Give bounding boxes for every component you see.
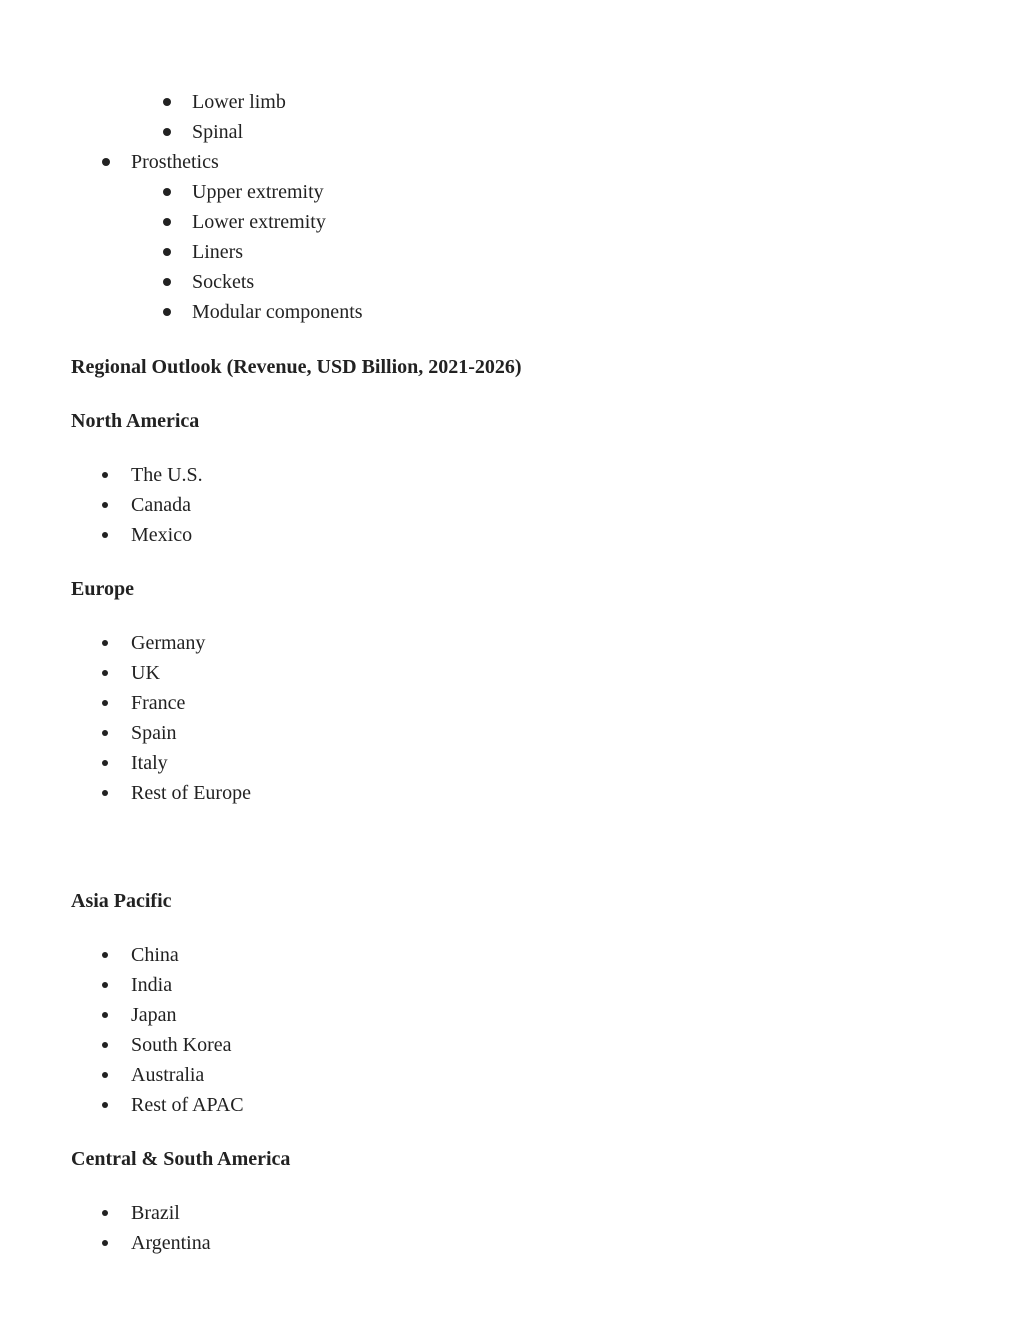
bullet-icon [102,730,108,736]
bullet-icon [102,502,108,508]
list-item: China [131,944,179,966]
list-item: Brazil [131,1202,180,1224]
list-item: UK [131,662,160,684]
bullet-icon [102,640,108,646]
list-item: South Korea [131,1034,232,1056]
list-item: Japan [131,1004,177,1026]
bullet-icon [102,1042,108,1048]
bullet-icon [102,790,108,796]
region-heading-europe: Europe [71,578,134,600]
bullet-icon [102,158,110,166]
list-item: Sockets [192,271,255,293]
list-item: Spain [131,722,177,744]
list-item: Modular components [192,301,363,323]
list-item: Argentina [131,1232,211,1254]
list-item: Canada [131,494,191,516]
list-item: Rest of Europe [131,782,251,804]
list-item: Spinal [192,121,244,143]
list-item: The U.S. [131,464,203,486]
list-item-label: Prosthetics [131,151,219,173]
list-item: Mexico [131,524,193,546]
bullet-icon [102,1210,108,1216]
list-item: Lower extremity [192,211,326,233]
list-item: France [131,692,186,714]
bullet-icon [102,700,108,706]
list-item: Italy [131,752,168,774]
bullet-icon [163,128,171,136]
list-item: Upper extremity [192,181,324,203]
region-heading-central-south-america: Central & South America [71,1148,291,1170]
region-heading-asia-pacific: Asia Pacific [71,890,172,912]
list-item: Rest of APAC [131,1094,244,1116]
list-item: Germany [131,632,206,654]
bullet-icon [102,472,108,478]
bullet-icon [163,308,171,316]
bullet-icon [163,218,171,226]
bullet-icon [102,1240,108,1246]
list-item: Liners [192,241,244,263]
list-item: Lower limb [192,91,286,113]
bullet-icon [102,670,108,676]
bullet-icon [163,98,171,106]
region-heading-north-america: North America [71,410,200,432]
bullet-icon [102,1012,108,1018]
bullet-icon [102,532,108,538]
bullet-icon [163,248,171,256]
bullet-icon [102,952,108,958]
section-heading-regional-outlook: Regional Outlook (Revenue, USD Billion, 2021-2026) [71,356,522,378]
bullet-icon [102,1102,108,1108]
bullet-icon [102,982,108,988]
bullet-icon [163,278,171,286]
bullet-icon [163,188,171,196]
bullet-icon [102,1072,108,1078]
list-item: India [131,974,173,996]
bullet-icon [102,760,108,766]
list-item: Australia [131,1064,205,1086]
